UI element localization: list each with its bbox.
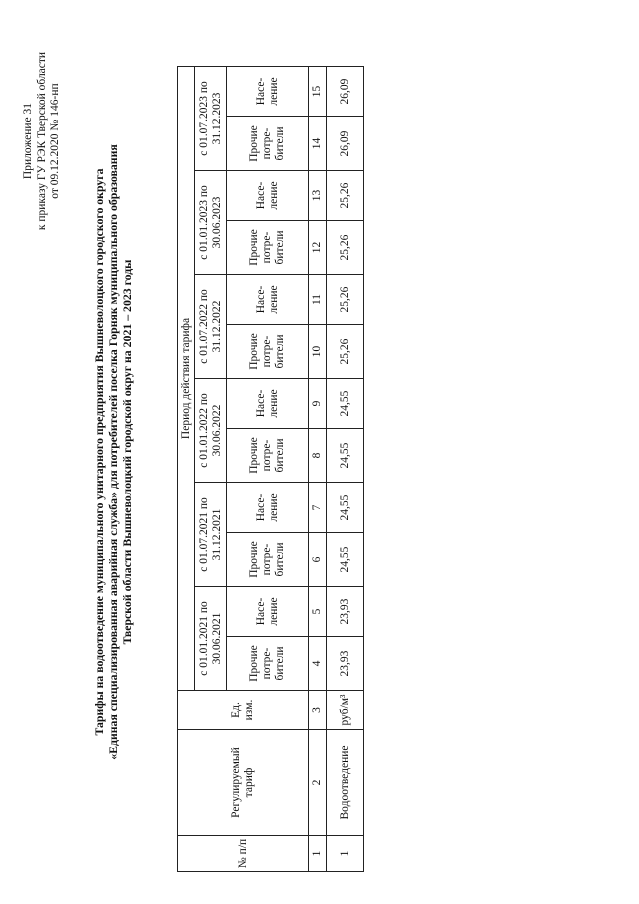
tariff-table [177,66,364,872]
subheader-other: Прочие потре-бители [227,117,309,171]
period-header: с 01.01.2021 по 30.06.2021 [195,587,227,691]
period-header: с 01.07.2022 по 31.12.2022 [195,275,227,379]
subheader-other: Прочие потре-бители [227,325,309,379]
column-number: 2 [309,730,327,836]
tariff-value: 25,26 [327,221,364,275]
tariff-value: 25,26 [327,171,364,221]
column-number: 6 [309,533,327,587]
tariff-value: 24,55 [327,379,364,429]
subheader-population: Насе-ление [227,483,309,533]
title-line-2: «Единая специализированная аварийная служба» для потребителей поселка Горняк муниципального образования [106,144,120,760]
tariff-value: 24,55 [327,533,364,587]
header-row-top [178,67,195,872]
subheader-population: Насе-ление [227,275,309,325]
column-number: 9 [309,379,327,429]
period-header: с 01.07.2023 по 31.12.2023 [195,67,227,171]
header-tariff: Регулируемый тариф [178,730,309,836]
header-no: № п/п [178,836,309,872]
tariff-value: 23,93 [327,587,364,637]
tariff-value: 24,55 [327,483,364,533]
subheader-population: Насе-ление [227,67,309,117]
subheader-other: Прочие потре-бители [227,637,309,691]
subheader-population: Насе-ление [227,379,309,429]
table-row [327,67,364,872]
tariff-value: 26,09 [327,67,364,117]
tariff-value: 25,26 [327,275,364,325]
column-number: 1 [309,836,327,872]
period-header: с 01.07.2021 по 31.12.2021 [195,483,227,587]
appendix-line-2: к приказу ГУ РЭК Тверской области [35,51,48,231]
appendix-line-3: от 09.12.2020 № 146-нп [49,83,61,199]
column-number: 4 [309,637,327,691]
column-number: 12 [309,221,327,275]
title-line-1: Тарифы на водоотведение муниципального унитарного предприятия Вышневолоцкого городского округа [92,168,106,736]
column-number: 11 [309,275,327,325]
subheader-population: Насе-ление [227,171,309,221]
title-line-3: Тверской области Вышневолоцкий городской округ на 2021 – 2023 годы [120,259,134,645]
subheader-population: Насе-ление [227,587,309,637]
header-unit: Ед. изм. [178,691,309,730]
period-header: с 01.01.2023 по 30.06.2023 [195,171,227,275]
tariff-value: 23,93 [327,637,364,691]
subheader-other: Прочие потре-бители [227,221,309,275]
column-number: 13 [309,171,327,221]
tariff-value: 25,26 [327,325,364,379]
column-number: 10 [309,325,327,379]
row-unit: руб/м³ [327,691,364,730]
column-number: 15 [309,67,327,117]
row-name: Водоотведение [327,730,364,836]
column-number: 8 [309,429,327,483]
document-title [92,60,134,844]
column-number: 14 [309,117,327,171]
appendix-line-1: Приложение 31 [22,102,34,180]
column-number: 5 [309,587,327,637]
column-number: 7 [309,483,327,533]
appendix-note [22,16,63,266]
header-period: Период действия тарифа [178,67,195,691]
column-number-row [309,67,327,872]
period-header: с 01.01.2022 по 30.06.2022 [195,379,227,483]
subheader-other: Прочие потре-бители [227,429,309,483]
subheader-other: Прочие потре-бители [227,533,309,587]
row-no: 1 [327,836,364,872]
tariff-value: 26,09 [327,117,364,171]
tariff-value: 24,55 [327,429,364,483]
column-number: 3 [309,691,327,730]
